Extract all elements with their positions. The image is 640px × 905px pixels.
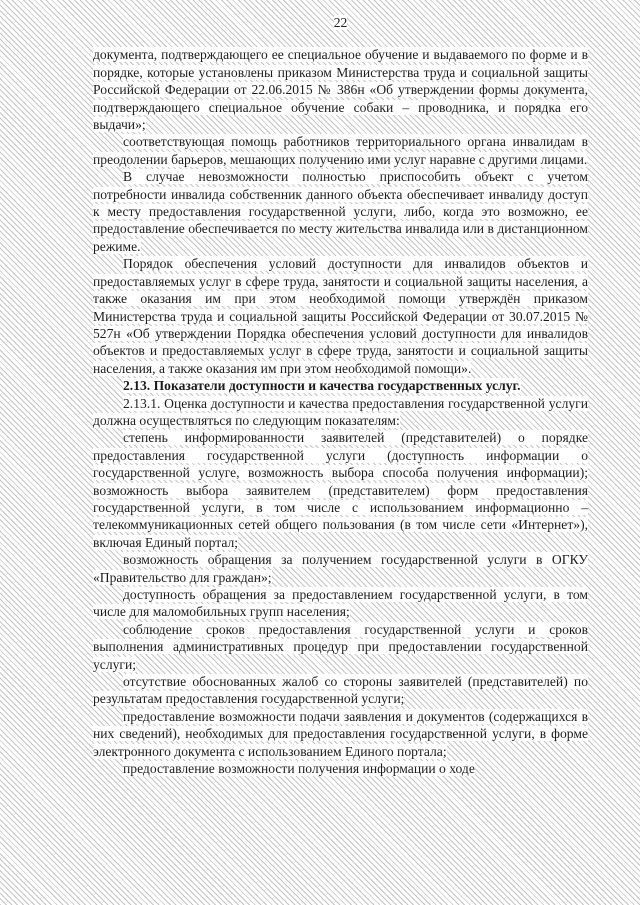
paragraph-2-13-1: 2.13.1. Оценка доступности и качества предоставления государственной услуги должна осуществляться по следующим показателям:	[93, 395, 588, 428]
paragraph-impossibility: В случае невозможности полностью приспособить объект с учетом потребности инвалида собственник данного объекта обеспечивает инвалиду доступ к месту предоставления государственной услуги, либо, когда это возможно, ее предоставление обеспечивается по месту жительства инвалида или в дистанционном режиме.	[93, 169, 588, 254]
list-item-deadlines: соблюдение сроков предоставления государственной услуги и сроков выполнения административных процедур при предоставлении государственной услуги;	[93, 621, 588, 672]
page-number: 22	[333, 15, 348, 30]
list-item-complaints: отсутствие обоснованных жалоб со стороны заявителей (представителей) по результатам предоставления государственной услуги;	[93, 674, 588, 707]
list-item-awareness: степень информированности заявителей (представителей) о порядке предоставления государственной услуги (доступность информации о государственной услуге, возможность выбора способа получения информации); возможность выбора заявителем (представителем) форм предоставления государственной услуги, в том числе с использованием информационно – телекоммуникационных сетей общего пользования (в том числе сети «Интернет»), включая Единый портал;	[93, 430, 588, 550]
list-item-progress-info: предоставление возможности получения информации о ходе	[123, 761, 475, 777]
section-heading-2-13: 2.13. Показатели доступности и качества государственных услуг.	[123, 378, 521, 394]
paragraph-staff-assistance: соответствующая помощь работников территориального органа инвалидам в преодолении барьеров, мешающих получению ими услуг наравне с другими лицами.	[93, 134, 588, 167]
list-item-electronic-submission: предоставление возможности подачи заявления и документов (содержащихся в них сведений), необходимых для предоставления государственной услуги, в форме электронного документа с использованием Единого портала;	[93, 708, 588, 759]
paragraph-accessibility-order: Порядок обеспечения условий доступности для инвалидов объектов и предоставляемых услуг в сфере труда, занятости и социальной защиты населения, а также оказания им при этом необходимой помощи утверждён приказом Министерства труда и социальной защиты Российской Федерации от 30.07.2015 № 527н «Об утверждении Порядка обеспечения условий доступности для инвалидов объектов и предоставляемых услуг в сфере труда, занятости и социальной защиты населения, а также оказания им при этом необходимой помощи».	[93, 256, 588, 376]
list-item-availability: доступность обращения за предоставлением государственной услуги, в том числе для маломобильных групп населения;	[93, 587, 588, 620]
paragraph-speciality-doc: документа, подтверждающего ее специальное обучение и выдаваемого по форме и в порядке, которые установлены приказом Министерства труда и социальной защиты Российской Федерации от 22.06.2015 № 386н «Об утверждении формы документа, подтверждающего специальное обучение собаки – проводника, и порядка его выдачи»;	[93, 47, 588, 133]
list-item-ogku: возможность обращения за получением государственной услуги в ОГКУ «Правительство для граждан»;	[93, 552, 588, 585]
